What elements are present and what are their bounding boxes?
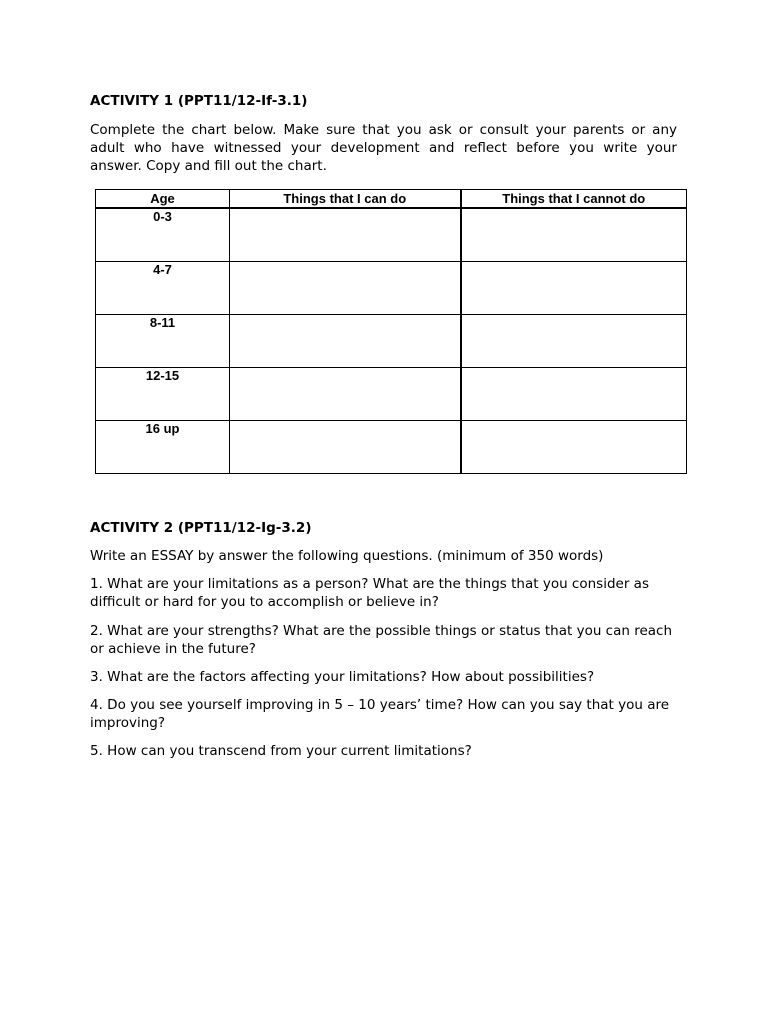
can-do-cell (230, 208, 461, 262)
age-cell: 12-15 (96, 368, 230, 421)
cannot-do-cell (461, 315, 687, 368)
cannot-do-cell (461, 262, 687, 315)
activity-2-instructions: Write an ESSAY by answer the following questions. (minimum of 350 words) (90, 548, 604, 564)
essay-question-4: 4. Do you see yourself improving in 5 – 10 years’ time? How can you say that you are improving? (90, 697, 670, 731)
age-cell: 0-3 (96, 208, 230, 262)
table-row (96, 368, 687, 421)
cannot-do-cell (461, 421, 687, 474)
essay-question-3: 3. What are the factors affecting your limitations? How about possibilities? (90, 669, 595, 685)
table-row (96, 208, 687, 262)
can-do-cell (230, 368, 461, 421)
can-do-cell (230, 421, 461, 474)
age-cell: 8-11 (96, 315, 230, 368)
essay-question-5: 5. How can you transcend from your current limitations? (90, 743, 472, 759)
activity-2-heading: ACTIVITY 2 (PPT11/12-Ig-3.2) (90, 520, 312, 536)
activity-1-heading: ACTIVITY 1 (PPT11/12-If-3.1) (90, 93, 308, 109)
essay-question-1: 1. What are your limitations as a person? What are the things that you consider as difficult or hard for you to accomplish or believe in? (90, 576, 649, 610)
cannot-do-cell (461, 368, 687, 421)
age-cell: 4-7 (96, 262, 230, 315)
chart-header-age: Age (96, 190, 230, 209)
can-do-cell (230, 315, 461, 368)
age-cell: 16 up (96, 421, 230, 474)
development-chart (95, 189, 687, 474)
cannot-do-cell (461, 208, 687, 262)
chart-header-cannot-do: Things that I cannot do (461, 190, 687, 209)
essay-question-2: 2. What are your strengths? What are the possible things or status that you can reach or achieve in the future? (90, 623, 673, 657)
chart-header-can-do: Things that I can do (230, 190, 461, 209)
table-row (96, 421, 687, 474)
table-row (96, 262, 687, 315)
table-row (96, 315, 687, 368)
chart-header-row (96, 190, 687, 209)
activity-1-instructions: Complete the chart below. Make sure that you ask or consult your parents or any adult who have witnessed your development and reflect before you write your answer. Copy and fill out the chart. (90, 122, 677, 174)
can-do-cell (230, 262, 461, 315)
